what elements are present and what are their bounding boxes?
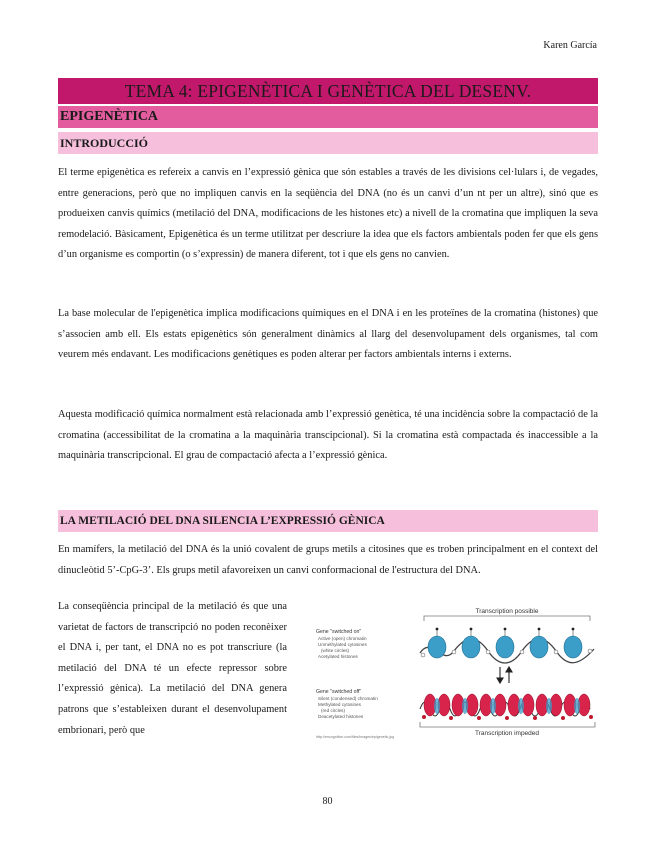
figure-credit: http://encognitive.com/files/images/epigenetic.jpg: [316, 735, 395, 739]
section-heading: EPIGENÈTICA: [58, 106, 598, 128]
legend-item: (red circles): [321, 708, 345, 713]
histone-open: [496, 636, 514, 658]
paragraph: La base molecular de l'epigenètica implica modificacions químiques en el DNA i en les proteïnes de la cromatina (histones) que s’associen amb ell. Els estats epigenètics són generalment dinàmics al llarg del desenvolupament dels organismes, tal com veurem més endavant. Les modificacions genètiques es poden alterar per factors ambientals interns i externs.: [58, 308, 598, 361]
histone-open: [564, 636, 582, 658]
histone-open: [428, 636, 446, 658]
paragraph: En mamífers, la metilació del DNA és la unió covalent de grups metils a citosines que es troben principalment en el context del dinucleòtid 5’-CpG-3’. Els grups metil afavoreixen un canvi conformacional de l'estructura del DNA.: [58, 544, 598, 576]
transcription-impeded-label: Transcription impeded: [474, 730, 540, 737]
histone-open: [530, 636, 548, 658]
paragraph: Aquesta modificació química normalment està relacionada amb l’expressió genètica, té una incidència sobre la compactació de la cromatina (accessibilitat de la cromatina a la maquinària transcipcional). Si la cromatina està compactada és inaccessible a la maquinària transcripcional. El grau de compactació afecta a l’expressió gènica.: [58, 409, 598, 462]
chromatin-figure: [312, 605, 599, 745]
condensed-chromatin: [420, 694, 593, 720]
author-name: Karen García: [543, 40, 597, 51]
legend-item: Active (open) chromatin: [318, 636, 367, 641]
transition-arrows-icon: [497, 667, 512, 683]
gene-off-title: Gene "switched off": [316, 689, 362, 695]
legend-item: Acetylated histones: [318, 654, 358, 659]
subsection-heading-introduction: INTRODUCCIÓ: [58, 132, 598, 154]
subsection-heading-methylation: LA METILACIÓ DEL DNA SILENCIA L’EXPRESSIÓ GÈNICA: [58, 510, 598, 532]
legend-item: Unmethylated cytosines: [318, 642, 367, 647]
paragraph: El terme epigenètica es refereix a canvis en l’expressió gènica que són estables a través de les divisions cel·lulars i, de vegades, entre generacions, però que no impliquen canvis en la seqüència del DNA (no és un canvi d’un nt per un altre), sinó que es produeixen canvis químics (metilació del DNA, modificacions de les histones etc) a nivell de la cromatina que impliquen la seva remodelació. Bàsicament, Epigenètica és un terme utilitzat per descriure la idea que els factors ambientals poden fer que els gens d’un organisme es comportin (o s’expressin) de manera diferent, tot i que els gens no canvien.: [58, 167, 598, 261]
legend-item: (white circles): [321, 648, 350, 653]
legend-item: Deacetylated histones: [318, 714, 364, 719]
transcription-possible-label: Transcription possible: [475, 608, 539, 615]
legend-item: Silent (condensed) chromatin: [318, 696, 378, 701]
page-number: 80: [322, 796, 333, 807]
gene-on-title: Gene "switched on": [316, 629, 362, 635]
legend-item: Methylated cytosines: [318, 702, 361, 707]
chapter-title: TEMA 4: EPIGENÈTICA I GENÈTICA DEL DESENV.: [58, 78, 598, 104]
open-chromatin: [420, 628, 594, 663]
histone-open: [462, 636, 480, 658]
paragraph: La conseqüència principal de la metilació és que una varietat de factors de transcripció no poden reconèixer el DNA i, per tant, el DNA no es pot transcriure (la metilació del DNA té un efecte repressor sobre l’expressió gènica). La metilació del DNA genera patrons que s’estableixen durant el desenvolupament embrionari, però que: [58, 601, 287, 736]
